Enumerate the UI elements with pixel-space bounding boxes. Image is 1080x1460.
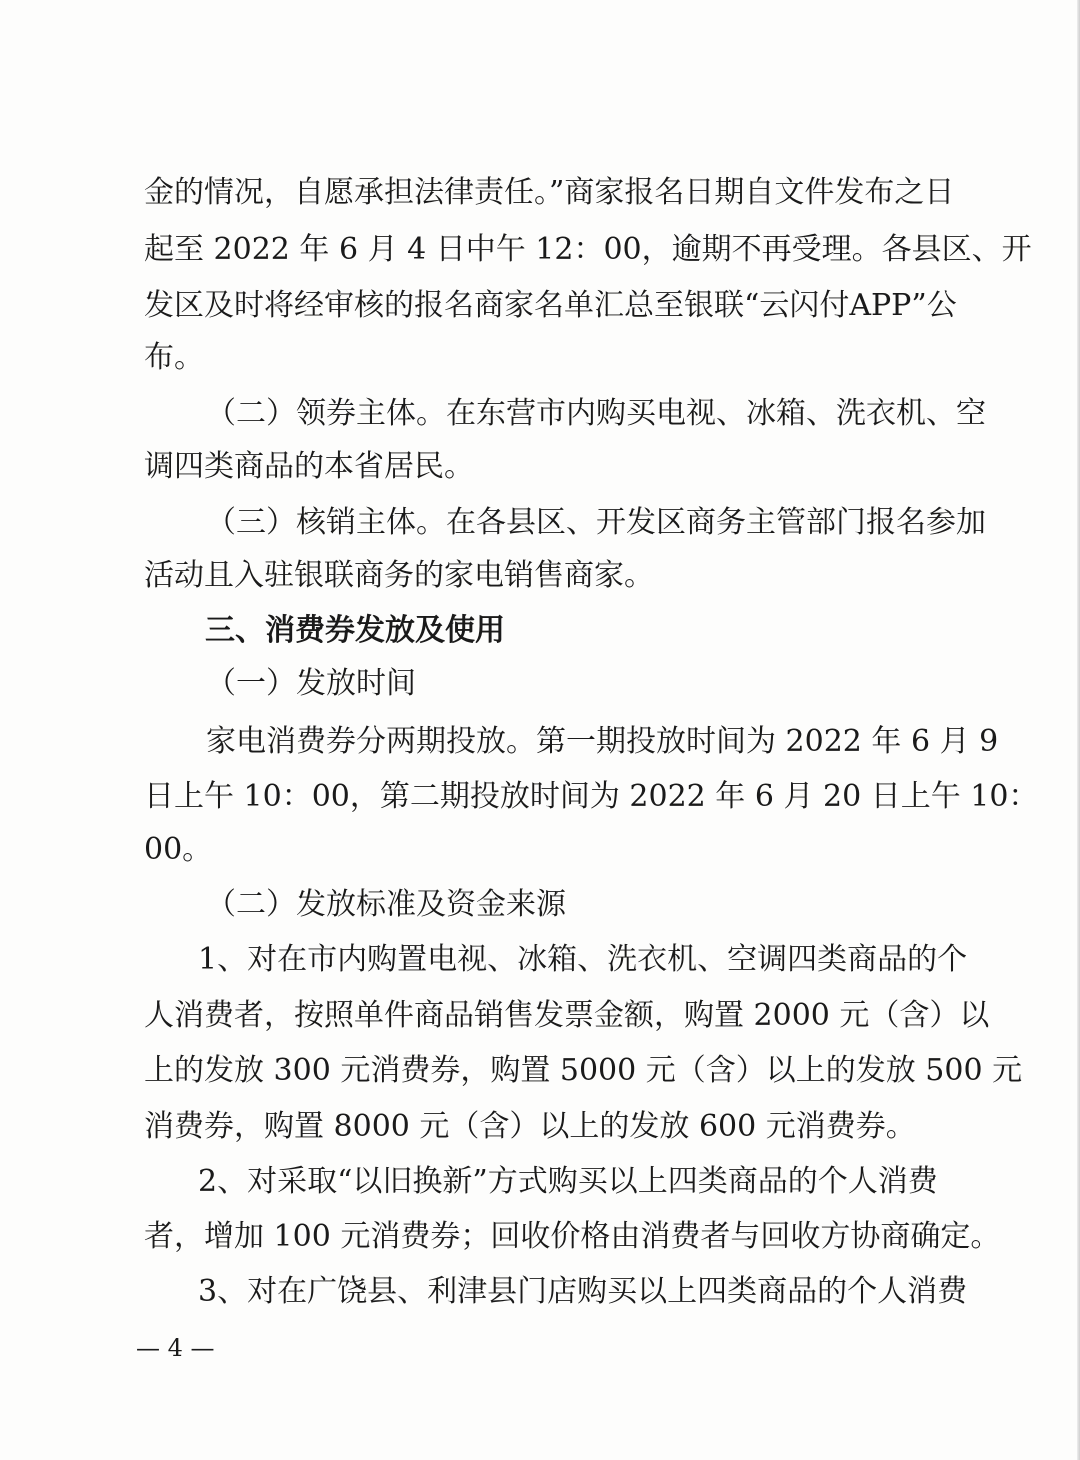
paragraph-line: 1、对在市内购置电视、冰箱、洗衣机、空调四类商品的个	[198, 942, 968, 977]
paragraph-line: 2、对采取“以旧换新”方式购买以上四类商品的个人消费	[198, 1164, 938, 1199]
subsection-heading: （二）发放标准及资金来源	[206, 887, 566, 922]
paragraph-line: 家电消费券分两期投放。第一期投放时间为 2022 年 6 月 9	[206, 724, 999, 759]
paragraph-line: （二）领券主体。在东营市内购买电视、冰箱、洗衣机、空	[206, 396, 986, 431]
paragraph-line: 调四类商品的本省居民。	[144, 449, 474, 484]
paragraph-line: 布。	[144, 340, 204, 375]
paragraph-line: 3、对在广饶县、利津县门店购买以上四类商品的个人消费	[198, 1274, 968, 1309]
paragraph-line: 日上午 10：00，第二期投放时间为 2022 年 6 月 20 日上午 10：	[144, 779, 1039, 814]
paragraph-line: 金的情况，自愿承担法律责任。”商家报名日期自文件发布之日	[144, 175, 955, 210]
paragraph-line: 人消费者，按照单件商品销售发票金额，购置 2000 元（含）以	[144, 998, 990, 1033]
subsection-heading: （一）发放时间	[206, 666, 416, 701]
paragraph-line: 消费券，购置 8000 元（含）以上的发放 600 元消费券。	[144, 1109, 916, 1144]
paragraph-line: 者，增加 100 元消费券；回收价格由消费者与回收方协商确定。	[144, 1219, 1001, 1254]
section-heading: 三、消费券发放及使用	[205, 613, 505, 648]
paragraph-line: 起至 2022 年 6 月 4 日中午 12：00，逾期不再受理。各县区、开	[144, 232, 1032, 267]
paragraph-line: （三）核销主体。在各县区、开发区商务主管部门报名参加	[206, 505, 986, 540]
paragraph-line: 发区及时将经审核的报名商家名单汇总至银联“云闪付APP”公	[144, 288, 957, 323]
paragraph-line: 00。	[144, 832, 213, 867]
paragraph-line: 活动且入驻银联商务的家电销售商家。	[144, 558, 654, 593]
page-number: — 4 —	[136, 1334, 215, 1362]
paragraph-line: 上的发放 300 元消费券，购置 5000 元（含）以上的发放 500 元	[144, 1053, 1023, 1088]
